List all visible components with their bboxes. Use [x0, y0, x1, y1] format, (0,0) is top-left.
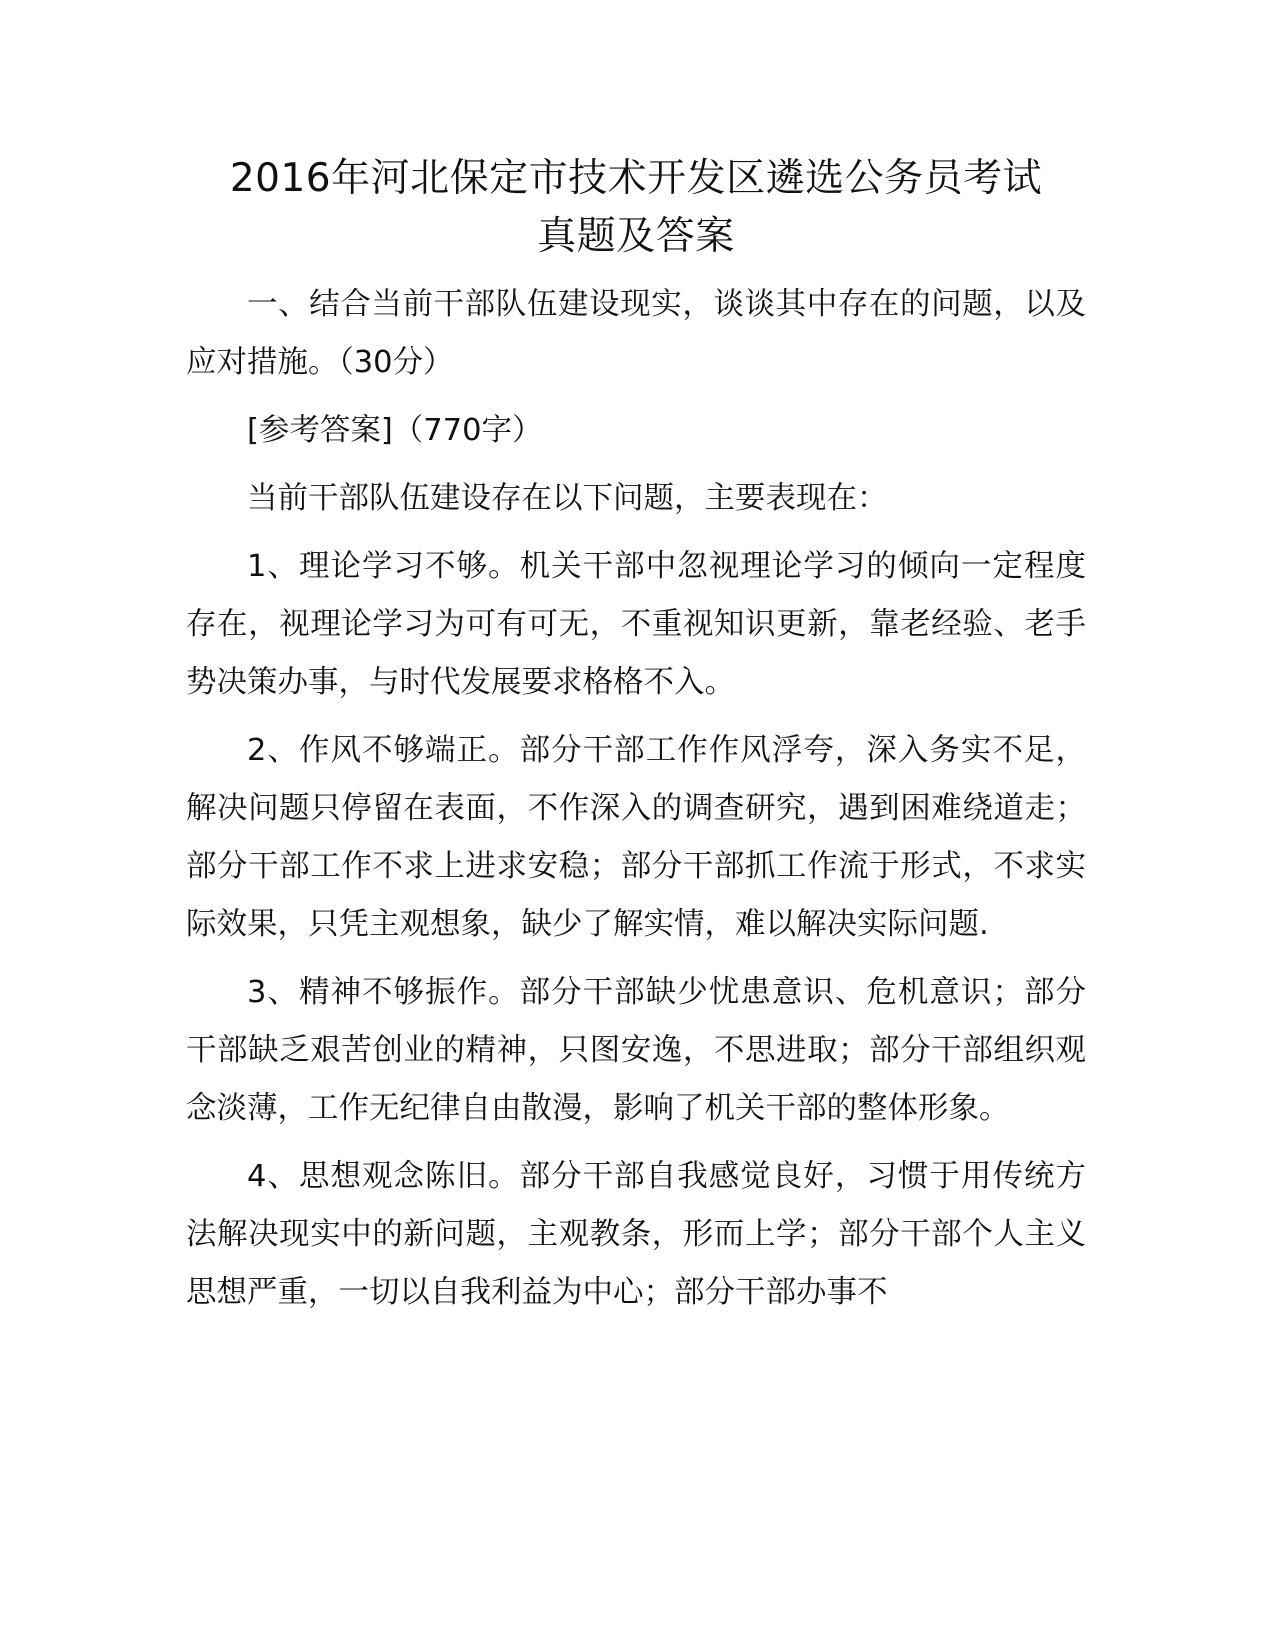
answer-point-3: 3、精神不够振作。部分干部缺少忧患意识、危机意识；部分干部缺乏艰苦创业的精神，只图安逸，不思进取；部分干部组织观念淡薄，工作无纪律自由散漫，影响了机关干部的整体形象。: [186, 975, 1086, 1126]
document-body: [186, 150, 1086, 1332]
document-title: [186, 150, 1086, 266]
title-line-1: 2016年河北保定市技术开发区遴选公务员考试: [229, 156, 1043, 201]
answer-point-2: 2、作风不够端正。部分干部工作作风浮夸，深入务实不足，解决问题只停留在表面，不作深入的调查研究，遇到困难绕道走；部分干部工作不求上进求安稳；部分干部抓工作流于形式，不求实际效果，只凭主观想象，缺少了解实情，难以解决实际问题.: [186, 733, 1086, 942]
answer-heading: [参考答案]（770字）: [247, 413, 543, 448]
answer-intro-paragraph: 当前干部队伍建设存在以下问题，主要表现在：: [247, 481, 888, 516]
answer-point-1: 1、理论学习不够。机关干部中忽视理论学习的倾向一定程度存在，视理论学习为可有可无，不重视知识更新，靠老经验、老手势决策办事，与时代发展要求格格不入。: [186, 549, 1086, 700]
question-paragraph: 一、结合当前干部队伍建设现实，谈谈其中存在的问题，以及应对措施。（30分）: [186, 287, 1086, 380]
answer-point-4: 4、思想观念陈旧。部分干部自我感觉良好，习惯于用传统方法解决现实中的新问题，主观教条，形而上学；部分干部个人主义思想严重，一切以自我利益为中心；部分干部办事不: [186, 1159, 1086, 1310]
title-line-2: 真题及答案: [537, 214, 735, 259]
